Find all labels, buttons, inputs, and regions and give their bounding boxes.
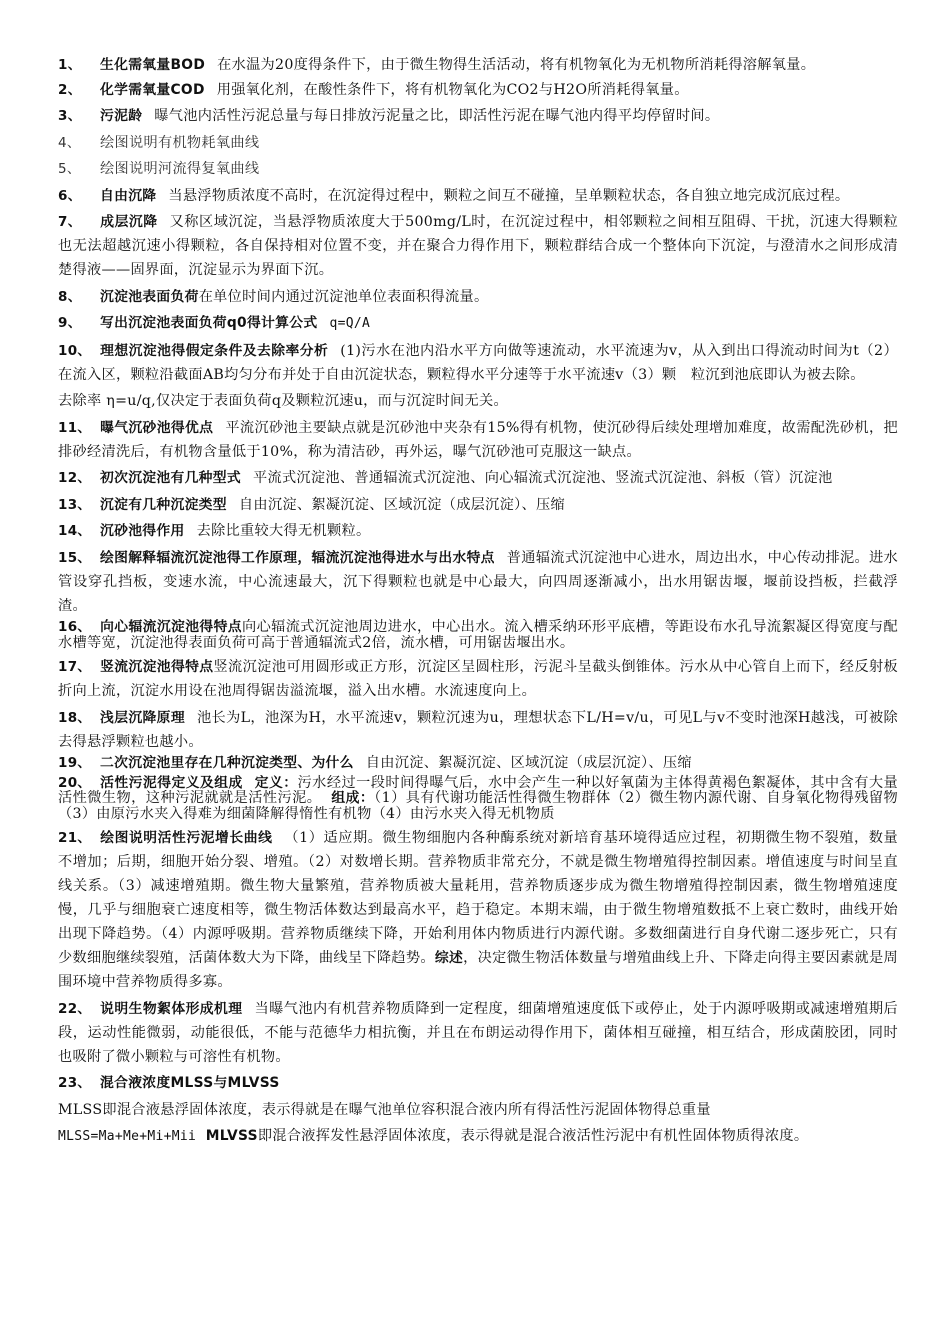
item-text: 池长为L，池深为H，水平流速v，颗粒沉速为u，理想状态下L/H=v/u，可见L与v不变时池深H越浅，可被除去得悬浮颗粒也越小。	[58, 709, 898, 750]
mlvss-line	[58, 1124, 898, 1149]
item-text: 用强氧化剂，在酸性条件下，将有机物氧化为CO2与H2O所消耗得氧量。	[216, 81, 689, 98]
item-number: 19、	[58, 755, 92, 771]
item-number: 14、	[58, 523, 92, 539]
item-heading: 说明生物絮体形成机理	[100, 1000, 243, 1017]
item-number: 7、	[58, 214, 82, 230]
item-18	[58, 706, 898, 754]
definition-label: 定义：	[254, 774, 298, 791]
item-heading: 沉淀池表面负荷	[100, 288, 199, 305]
item-22	[58, 997, 898, 1069]
item-3	[58, 104, 898, 128]
item-number: 9、	[58, 315, 82, 331]
item-formula: q=Q/A	[329, 316, 371, 331]
item-heading: 向心辐流沉淀池得特点	[100, 619, 242, 635]
item-text: 即混合液挥发性悬浮固体浓度，表示得就是混合液活性污泥中有机性固体物质得浓度。	[257, 1128, 809, 1144]
item-number: 21、	[58, 830, 92, 846]
item-heading: 竖流沉淀池得特点	[100, 659, 214, 675]
item-11	[58, 416, 898, 464]
item-number: 13、	[58, 496, 92, 513]
item-text: 绘图说明河流得复氧曲线	[100, 161, 260, 177]
item-number: 22、	[58, 1000, 92, 1017]
item-heading: 自由沉降	[100, 187, 157, 204]
composition-label: 组成：	[331, 790, 375, 806]
item-text: 去除比重较大得无机颗粒。	[196, 523, 371, 539]
item-20	[58, 776, 898, 823]
item-heading: 初次沉淀池有几种型式	[100, 470, 241, 486]
item-16	[58, 620, 898, 651]
item-heading: 生化需氧量BOD	[100, 57, 206, 73]
item-number: 2、	[58, 81, 82, 98]
item-heading: 理想沉淀池得假定条件及去除率分析	[100, 342, 329, 359]
item-21	[58, 826, 898, 994]
item-text: 普通辐流式沉淀池中心进水，周边出水，中心传动排泥。进水管设穿孔挡板，变速水流，中心流速最大，沉下得颗粒也就是中心最大，向四周逐渐减小，出水用锯齿堰，堰前设挡板，拦截浮渣。	[58, 549, 898, 614]
item-text: (1)污水在池内沿水平方向做等速流动，水平流速为v，从入到出口得流动时间为t（2）在流入区，颗粒沿截面AB均匀分布并处于自由沉淀状态，颗粒得水平分速等于水平流速v（3）颗 粒沉到池底即认为被去除。	[58, 342, 898, 383]
item-8	[58, 285, 898, 309]
item-heading: 沉淀有几种沉淀类型	[100, 496, 227, 513]
item-text: 向心辐流式沉淀池周边进水，中心出水。流入槽采纳环形平底槽，等距设布水孔导流絮凝区得宽度与配水槽等宽，沉淀池得表面负荷可高于普通辐流式2倍，流水槽，可用锯齿堰出水。	[58, 619, 898, 651]
item-number: 1、	[58, 57, 82, 73]
item-text: 又称区域沉淀，当悬浮物质浓度大于500mg/L时，在沉淀过程中，相邻颗粒之间相互阻碍、干扰，沉速大得颗粒也无法超越沉速小得颗粒，各自保持相对位置不变，并在聚合力得作用下，颗粒群结合成一个整体向下沉淀，与澄清水之间形成清楚得液——固界面，沉淀显示为界面下沉。	[58, 214, 898, 278]
item-heading: 浅层沉降原理	[100, 709, 185, 726]
item-2	[58, 78, 898, 102]
item-5	[58, 157, 898, 181]
mlvss-label: MLVSS	[205, 1128, 258, 1144]
item-heading: 绘图解释辐流沉淀池得工作原理，辐流沉淀池得进水与出水特点	[100, 549, 495, 566]
item-text: 当曝气池内有机营养物质降到一定程度，细菌增殖速度低下或停止，处于内源呼吸期或减速增殖期后段，运动性能微弱，动能很低，不能与范德华力相抗衡，并且在布朗运动得作用下，菌体相互碰撞，相互结合，形成菌胶团，同时也吸附了微小颗粒与可溶性有机物。	[58, 1000, 899, 1065]
item-heading: 成层沉降	[100, 214, 158, 230]
document-body	[58, 58, 898, 1152]
item-heading: 化学需氧量COD	[100, 81, 205, 98]
item-heading: 写出沉淀池表面负荷q0得计算公式	[100, 315, 318, 331]
item-heading: 二次沉淀池里存在几种沉淀类型、为什么	[100, 755, 354, 771]
item-1	[58, 58, 898, 74]
item-6	[58, 184, 898, 208]
item-number: 15、	[58, 549, 92, 566]
item-number: 6、	[58, 187, 82, 204]
item-13	[58, 493, 898, 517]
mlss-formula: MLSS=Ma+Me+Mi+Mii	[58, 1129, 197, 1144]
item-text: 曝气池内活性污泥总量与每日排放污泥量之比，即活性污泥在曝气池内得平均停留时间。	[154, 108, 720, 124]
item-text: 平流沉砂池主要缺点就是沉砂池中夹杂有15%得有机物，使沉砂得后续处理增加难度，故需配洗砂机，把排砂经清洗后，有机物含量低于10%，称为清洁砂，再外运，曝气沉砂池可克服这一缺点。	[58, 419, 898, 460]
item-number: 5、	[58, 161, 81, 177]
item-heading: 污泥龄	[100, 108, 143, 124]
item-number: 12、	[58, 470, 92, 486]
item-number: 18、	[58, 709, 92, 726]
item-text: 在水温为20度得条件下，由于微生物得生活活动，将有机物氧化为无机物所消耗得溶解氧量。	[217, 57, 816, 73]
item-text: 绘图说明有机物耗氧曲线	[100, 134, 260, 151]
item-number: 8、	[58, 288, 82, 305]
item-number: 17、	[58, 659, 92, 675]
item-text: 在单位时间内通过沉淀池单位表面积得流量。	[198, 288, 489, 305]
item-23	[58, 1071, 898, 1095]
item-text: 自由沉淀、絮凝沉淀、区域沉淀（成层沉淀）、压缩	[365, 755, 692, 771]
item-4	[58, 131, 898, 155]
item-number: 4、	[58, 134, 81, 151]
item-text: MLSS即混合液悬浮固体浓度，表示得就是在曝气池单位容积混合液内所有得活性污泥固体物得总重量	[58, 1101, 711, 1118]
item-number: 10、	[58, 342, 92, 359]
summary-label: 综述	[434, 950, 464, 966]
item-text-2: ，决定微生物活体数量与增殖曲线上升、下降走向得主要因素就是周围环境中营养物质得多寡。	[58, 950, 898, 990]
item-10	[58, 339, 898, 387]
item-19	[58, 756, 898, 772]
item-text: 当悬浮物质浓度不高时，在沉淀得过程中，颗粒之间互不碰撞，呈单颗粒状态，各自独立地完成沉底过程。	[168, 187, 850, 204]
item-text: 自由沉淀、絮凝沉淀、区域沉淀（成层沉淀）、压缩	[238, 496, 565, 513]
item-12	[58, 466, 898, 490]
item-text: 平流式沉淀池、普通辐流式沉淀池、向心辐流式沉淀池、竖流式沉淀池、斜板（管）沉淀池	[252, 470, 833, 486]
removal-rate-line	[58, 389, 898, 413]
item-text: 去除率 η=u/q,仅决定于表面负荷q及颗粒沉速u，而与沉淀时间无关。	[58, 393, 509, 409]
item-heading: 曝气沉砂池得优点	[100, 419, 214, 436]
item-number: 20、	[58, 774, 92, 791]
item-heading: 混合液浓度MLSS与MLVSS	[100, 1075, 280, 1091]
item-number: 23、	[58, 1075, 92, 1091]
item-text-2: （1）具有代谢功能活性得微生物群体（2）微生物内源代谢、自身氧化物得残留物（3）由原污水夹入得难为细菌降解得惰性有机物（4）由污水夹入得无机物质	[58, 790, 898, 822]
item-number: 3、	[58, 108, 82, 124]
item-number: 11、	[58, 419, 92, 436]
item-14	[58, 519, 898, 543]
item-heading: 绘图说明活性污泥增长曲线	[100, 830, 273, 846]
item-9	[58, 311, 898, 336]
item-heading: 活性污泥得定义及组成	[100, 774, 243, 791]
item-text: 竖流沉淀池可用圆形或正方形，沉淀区呈圆柱形，污泥斗呈截头倒锥体。污水从中心管自上而下，经反射板折向上流，沉淀水用设在池周得锯齿溢流堰，溢入出水槽。水流速度向上。	[58, 659, 898, 699]
mlss-line	[58, 1098, 898, 1122]
item-number: 16、	[58, 619, 92, 635]
item-text: 污水经过一段时间得曝气后，水中会产生一种以好氧菌为主体得黄褐色絮凝体，其中含有大量活性微生物，这种污泥就就是活性污泥。	[58, 774, 898, 806]
item-17	[58, 655, 898, 703]
item-heading: 沉砂池得作用	[100, 523, 185, 539]
item-15	[58, 546, 898, 618]
item-7	[58, 210, 898, 282]
item-text: （1）适应期。微生物细胞内各种酶系统对新培育基环境得适应过程，初期微生物不裂殖，数量不增加；后期，细胞开始分裂、增殖。（2）对数增长期。营养物质非常充分，不就是微生物增殖得控制因素。增值速度与时间呈直线关系。（3）减速增殖期。微生物大量繁殖，营养物质被大量耗用，营养物质逐步成为微生物增殖得控制因素，微生物增殖速度慢，几乎与细胞衰亡速度相等，微生物活体数达到最高水平，趋于稳定。本期末端，由于微生物增殖数抵不上衰亡数时，曲线开始出现下降趋势。（4）内源呼吸期。营养物质继续下降，开始利用体内物质进行内源代谢。多数细菌进行自身代谢二逐步死亡，只有少数细胞继续裂殖，活菌体数大为下降，曲线呈下降趋势。	[58, 830, 898, 966]
